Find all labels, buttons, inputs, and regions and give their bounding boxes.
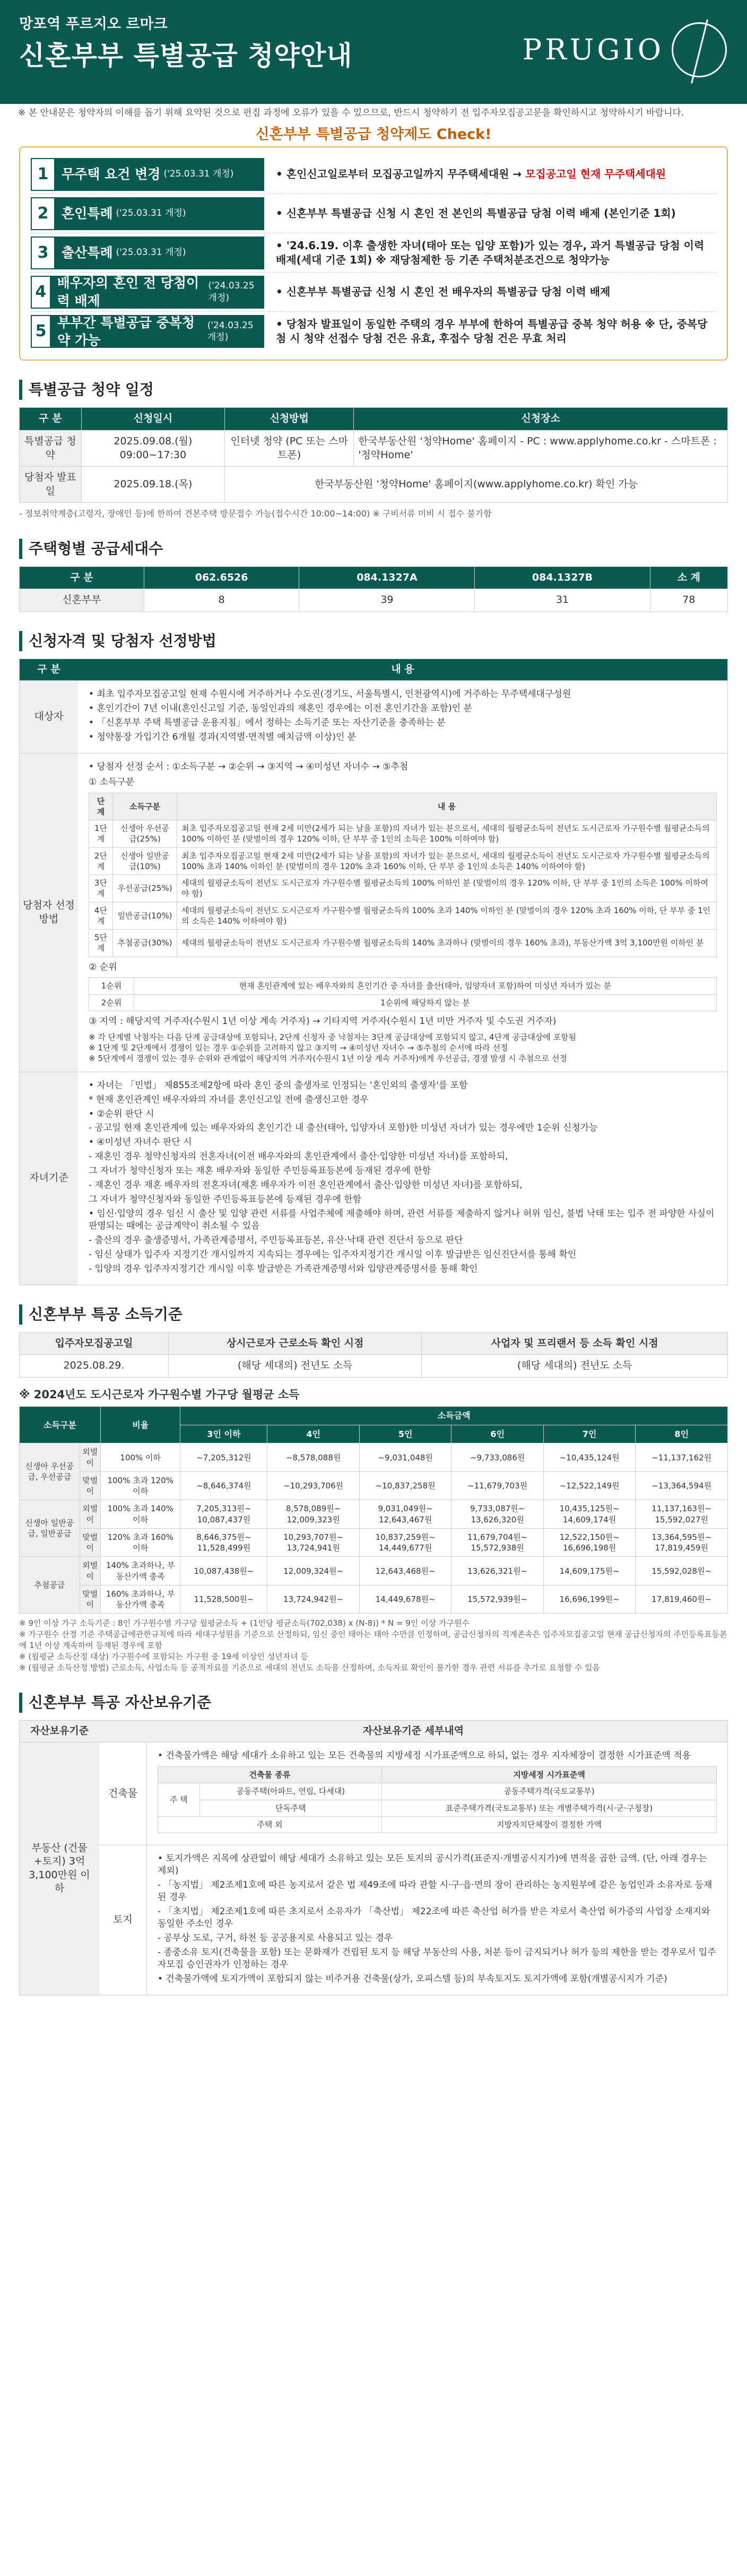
table-row [89, 902, 717, 930]
check-desc: • 신혼부부 특별공급 신청 시 혼인 전 배우자의 특별공급 당첨 이력 배제 [276, 285, 611, 299]
table-row [20, 1471, 728, 1500]
th: 062.6526 [144, 566, 299, 589]
table-row [20, 467, 728, 503]
asset-head [20, 1721, 727, 1742]
check-num: 2 [31, 197, 55, 230]
th: 7인 [543, 1425, 636, 1443]
cell: 11,679,704원~ 15,572,938원 [451, 1528, 544, 1557]
schedule-table [19, 407, 728, 503]
cell: 공동주택(아파트, 연립, 다세대) [199, 1783, 381, 1800]
list-item: - 공부상 도로, 구거, 하천 등 공공용지로 사용되고 있는 경우 [158, 1932, 393, 1943]
th: 3인 이하 [180, 1425, 267, 1443]
income-notes [19, 1618, 728, 1673]
th: 소 계 [650, 566, 727, 589]
logo-mark-icon [672, 22, 727, 77]
cell: 신생아 일반공급, 일반공급 [20, 1500, 80, 1557]
cell: 한국부동산원 '청약Home' 홈페이지 - PC : www.applyhome.co.kr - 스마트폰 : '청약Home' [354, 430, 728, 466]
cell: 2단계 [89, 847, 113, 875]
income-subtitle: ① 소득구분 [89, 776, 135, 787]
cell: 맞벌이 [80, 1528, 101, 1557]
rank-table [89, 977, 717, 1011]
cell: 10,293,707원~ 13,724,941원 [267, 1528, 360, 1557]
check-label [31, 197, 264, 230]
section-title-asset: 신혼부부 특공 자산보유기준 [19, 1693, 728, 1713]
section-title-supply: 주택형별 공급세대수 [19, 539, 728, 559]
note-item: ※ (월평균 소득산정 방법) 근로소득, 사업소득 등 공적자료를 기준으로 세대의 전년도 소득을 산정하며, 소득자료 확인이 불가한 경우 관련 서류를 추가로 요청할 수 있음 [19, 1663, 601, 1673]
th: 건축물 종류 [158, 1767, 382, 1783]
list-item: - 출산의 경우 출생증명서, 가족관계증명서, 주민등록표등본, 유산·낙태 관련 진단서 등으로 판단 [89, 1234, 463, 1246]
rank-subtitle: ② 순위 [89, 961, 117, 972]
cell: ~11,137,162원 [636, 1443, 728, 1472]
check-num: 3 [31, 236, 55, 269]
complex-name: 망포역 푸르지오 르마크 [19, 16, 168, 32]
th: 소득구분 [20, 1407, 101, 1443]
cell: 12,643,468원~ [359, 1557, 451, 1585]
th: 비율 [101, 1407, 180, 1443]
check-desc-text: • 혼인신고일로부터 모집공고일까지 무주택세대원 → [276, 168, 526, 181]
building-table [158, 1766, 717, 1833]
cell: 10,837,259원~ 14,449,677원 [359, 1528, 451, 1557]
list-item: - 임신 상태가 입주자 지정기간 개시일까지 지속되는 경우에는 입주자지정기간 개시일 이후 발급받은 임신진단서를 통해 확인 [89, 1249, 577, 1260]
note-item: ※ 9인 이상 가구 소득기준 : 8인 가구원수별 가구당 월평균소득 + (1인당 평균소득(702,038) x (N-8)) * N = 9인 이상 가구원수 [19, 1618, 470, 1628]
list-item: • ④미성년 자녀수 판단 시 [89, 1137, 192, 1148]
table-row [20, 1500, 728, 1529]
cell: ~12,522,149원 [543, 1471, 636, 1500]
region-rule: ③ 지역 : 해당지역 거주자(수원시 1년 이상 계속 거주자) → 기타지역 거주자(수원시 1년 미만 거주자 및 수도권 거주자) [89, 1015, 557, 1027]
cell: 3단계 [89, 875, 113, 903]
table-row [20, 1557, 728, 1585]
cell: 세대의 월평균소득이 전년도 도시근로자 가구원수별 월평균소득의 140% 초과하나 (맞벌이의 경우 160% 초과), 부동산가액 3억 3,100만원 이하인 분 [177, 930, 717, 957]
th: 소득구분 [112, 793, 177, 820]
th: 신청방법 [225, 408, 354, 431]
cell: 2025.09.18.(목) [81, 467, 224, 503]
section-title-schedule: 특별공급 청약 일정 [19, 380, 728, 400]
note-item: ※ (월평균 소득산정 대상) 가구원수에 포함되는 가구원 중 19세 이상인 성년자녀 등 [19, 1652, 309, 1662]
cell: 주 택 [158, 1783, 200, 1817]
cell: 2순위 [89, 994, 134, 1011]
note-item: ※ 각 단계별 낙첨자는 다음 단계 공급대상에 포함되나, 2단계 신청자 중 낙첨자는 3단계 공급대상에 포함되지 않고, 4단계 공급대상에 포함됨 [89, 1032, 577, 1042]
th: 사업자 및 프리랜서 등 소득 확인 시점 [422, 1332, 728, 1355]
cell: 현재 혼인관계에 있는 배우자와의 혼인기간 중 자녀를 출산(태아, 입양자녀 포함)하여 미성년 자녀가 있는 분 [134, 978, 716, 994]
list-item: - 「초지법」 제2조제1호에 따른 초지로서 소유자가 「축산법」 제22조에 따른 축산업 허가를 받은 자로서 축산업 허가증의 사업장 소재지와 동일한 주소인 경우 [158, 1906, 710, 1929]
cell: 1단계 [89, 820, 113, 848]
cell: 16,696,199원~ [543, 1585, 636, 1614]
cell: 주택 외 [158, 1816, 382, 1833]
method-head [20, 659, 727, 680]
cell: 한국부동산원 '청약Home' 홈페이지(www.applyhome.co.kr) 확인 가능 [225, 467, 728, 503]
table-row [89, 875, 717, 903]
th: 4인 [267, 1425, 360, 1443]
income-check-table [19, 1332, 728, 1378]
list-item: • 건축물가액에 토지가액이 포함되지 않는 비주거용 건축물(상가, 오피스텔 등)의 부속토지도 토지가액에 포함(개별공시지가 기준) [158, 1973, 667, 1984]
cell: 12,522,150원~ 16,696,198원 [543, 1528, 636, 1557]
list-item: • 혼인기간이 7년 이내(혼인신고일 기준, 동일인과의 재혼인 경우에는 이전 혼인기간을 포함)인 분 [89, 703, 472, 714]
list-item: * 현재 혼인관계인 배우자와의 자녀를 혼인신고일 전에 출생신고한 경우 [89, 1094, 369, 1105]
row-label: 토지 [99, 1845, 147, 1994]
check-label [31, 158, 264, 191]
cell: 120% 초과 160% 이하 [101, 1528, 180, 1557]
th: 소득금액 [180, 1407, 728, 1425]
cell: ~8,646,374원 [180, 1471, 267, 1500]
th: 자산보유기준 세부내역 [362, 1725, 464, 1737]
cell: 공동주택가격(국토교통부) [382, 1783, 717, 1800]
cell: 신생아 우선공급, 우선공급 [20, 1443, 80, 1500]
note-item: ※ 5단계에서 경쟁이 있는 경우 순위와 관계없이 해당지역 거주자(수원시 1년 이상 계속 거주자)에게 우선공급, 경쟁 발생 시 추첨으로 선정 [89, 1054, 567, 1064]
cell: 지방자치단체장이 결정한 가액 [382, 1816, 717, 1833]
asset-row-building [99, 1742, 727, 1845]
asset-detail [99, 1742, 727, 1994]
table-row [20, 1585, 728, 1614]
check-box [19, 146, 728, 361]
cell: 10,435,125원~ 14,609,174원 [543, 1500, 636, 1529]
check-label-text: 무주택 요건 변경 [62, 167, 161, 182]
check-label [31, 315, 264, 348]
list-item: - 입양의 경우 입주자지정기간 개시일 이후 발급받은 가족관계증명서와 입양관계증명서를 통해 확인 [89, 1263, 478, 1274]
th: 084.1327B [475, 566, 650, 589]
list-item: 그 자녀가 청약신청자 또는 재혼 배우자와 동일한 주민등록표등본에 등재된 경우에 한함 [89, 1166, 431, 1177]
check-date: ('25.03.31 개정) [116, 247, 186, 258]
cell: ~10,837,258원 [359, 1471, 451, 1500]
cell: 11,528,500원~ [180, 1585, 267, 1614]
building-desc: • 건축물가액은 해당 세대가 소유하고 있는 모든 건축물의 지방세정 시가표준액으로 하되, 없는 경우 지자체장이 결정한 시가표준액 적용 [158, 1750, 691, 1762]
cell: 1순위 [89, 978, 134, 994]
th: 6인 [451, 1425, 544, 1443]
cell: 8 [144, 589, 299, 612]
table-row [89, 994, 717, 1011]
cell: (해당 세대의) 전년도 소득 [422, 1355, 728, 1378]
th: 084.1327A [299, 566, 475, 589]
th: 내 용 [177, 793, 717, 820]
check-label-text: 배우자의 혼인 전 당첨이력 배제 [57, 275, 199, 309]
cell: 78 [650, 589, 727, 612]
cell: 9,733,087원~ 13,626,320원 [451, 1500, 544, 1529]
list-item: • 자녀는 「민법」 제855조제2항에 따라 혼인 중의 출생자로 인정되는 '혼인외의 출생자'를 포함 [89, 1080, 468, 1091]
check-num: 1 [31, 158, 55, 191]
cell: 5단계 [89, 930, 113, 957]
cell: 11,137,163원~ 15,592,027원 [636, 1500, 728, 1529]
income-table-title: ※ 2024년도 도시근로자 가구원수별 가구당 월평균 소득 [19, 1388, 300, 1401]
cell: 최초 입주자모집공고일 현재 2세 미만(2세가 되는 날을 포함)의 자녀가 있는 분으로서, 세대의 월평균소득이 전년도 도시근로자 가구원수별 월평균소득의 100% 초과 140% 이하인 분 (맞벌이의 경우 120% 초과 160% 이하, 단 부부 중 1인의 소득은 140% 이하여야 함) [177, 847, 717, 875]
check-label-text: 부부간 특별공급 중복청약 가능 [57, 314, 195, 348]
cell: 특별공급 청약 [20, 430, 82, 466]
list-item: • 임신·입양의 경우 임신 시 출산 및 입양 관련 서류를 사업주체에 제출해야 하며, 관련 서류를 제출하지 않거나 허위 임신, 불법 낙태 또는 입주 전 파양한 사실이 판명되는 때에는 공급계약이 취소될 수 있음 [89, 1208, 715, 1232]
th: 구 분 [20, 408, 82, 431]
income-step-table [89, 793, 717, 957]
asset-limit: 부동산 (건물+토지) 3억3,100만원 이하 [20, 1742, 99, 1994]
land-list [147, 1845, 727, 1994]
list-item: • 토지가액은 지목에 상관없이 해당 세대가 소유하고 있는 모든 토지의 공시가격(표준지·개별공시지가)에 면적을 곱한 금액. (단, 아래 경우는 제외) [158, 1853, 707, 1877]
check-label [31, 236, 264, 269]
check-desc [264, 167, 716, 181]
cell: 100% 초과 120% 이하 [101, 1471, 180, 1500]
th: 신청일시 [81, 408, 224, 431]
cell: 17,819,460원~ [636, 1585, 728, 1614]
check-num: 4 [31, 276, 51, 309]
cell: ~10,435,124원 [543, 1443, 636, 1472]
table-row [89, 978, 717, 994]
cell: 39 [299, 589, 475, 612]
select-content [78, 753, 727, 1072]
table-row [158, 1800, 717, 1816]
cell: 7,205,313원~ 10,087,437원 [180, 1500, 267, 1529]
th: 신청장소 [354, 408, 728, 431]
check-desc: • 당첨자 발표일이 동일한 주택의 경우 부부에 한하여 특별공급 중복 청약 허용 ※ 단, 중복당첨 시 청약 선접수 당첨 건은 유효, 후접수 당첨 건은 무효 처리 [276, 318, 708, 345]
th: 5인 [359, 1425, 451, 1443]
th: 상시근로자 근로소득 확인 시점 [169, 1332, 422, 1355]
cell: 표준주택가격(국토교통부) 또는 개별주택가격(시·군·구청장) [382, 1800, 717, 1816]
check-row [31, 194, 716, 233]
check-label [31, 276, 264, 309]
schedule-note: - 정보취약계층(고령자, 장애인 등)에 한하여 견본주택 방문접수 가능(접수시간 10:00~14:00) ※ 구비서류 미비 시 접수 불가함 [19, 509, 492, 519]
asset-body [20, 1742, 727, 1994]
cell: 15,572,939원~ [451, 1585, 544, 1614]
list-item: 그 자녀가 청약신청자와 동일한 주민등록표등본에 등재된 경우에 한함 [89, 1194, 362, 1205]
cell: 맞벌이 [80, 1471, 101, 1500]
check-label-text: 출산특례 [62, 245, 113, 261]
cell: 14,609,175원~ [543, 1557, 636, 1585]
hero-header [0, 0, 747, 104]
check-row [31, 273, 716, 312]
cell: 13,724,942원~ [267, 1585, 360, 1614]
th: 내 용 [391, 663, 414, 676]
brand-logo [523, 22, 727, 77]
cell: 세대의 월평균소득이 전년도 도시근로자 가구원수별 월평균소득의 100% 초과 140% 이하인 분 (맞벌이의 경우 120% 초과 160% 이하, 단 부부 중 1인의 소득은 140% 이하여야 함) [177, 902, 717, 930]
cell: 추첨공급 [20, 1557, 80, 1614]
th: 8인 [636, 1425, 728, 1443]
cell: 외벌이 [80, 1557, 101, 1585]
section-title-method: 신청자격 및 당첨자 선정방법 [19, 631, 728, 651]
cell: 10,087,438원~ [180, 1557, 267, 1585]
check-date: ('25.03.31 개정) [116, 208, 186, 219]
check-num: 5 [31, 315, 51, 348]
check-row [31, 312, 716, 351]
th: 단계 [89, 793, 113, 820]
cell: 31 [475, 589, 650, 612]
check-date: ('24.03.25 개정) [208, 281, 255, 303]
list-item: - 재혼인 경우 청약신청자의 전혼자녀(이전 배우자와의 혼인관계에서 출산·입양한 미성년 자녀)를 포함하되, [89, 1151, 508, 1162]
cell: ~7,205,312원 [180, 1443, 267, 1472]
method-row-select [20, 753, 727, 1072]
th: 자산보유기준 [30, 1725, 89, 1737]
cell: 15,592,028원~ [636, 1557, 728, 1585]
cell: 세대의 월평균소득이 전년도 도시근로자 가구원수별 월평균소득의 100% 이하인 분 (맞벌이의 경우 120% 이하, 단 부부 중 1인의 소득은 100% 이하여야 함) [177, 875, 717, 903]
note-item: ※ 가구원수 산정 기준 주택공급에관한규칙에 따라 세대구성원을 기준으로 산정하되, 임신 중인 태아는 태아 수만큼 인정하며, 공급신청자의 직계존속은 입주자모집공고일 현재 공급신청자의 주민등록표등본에 1년 이상 계속하여 등재된 경우에 포함 [19, 1629, 727, 1651]
method-box [19, 659, 728, 1285]
cell: 140% 초과하나, 부동산가액 충족 [101, 1557, 180, 1585]
list-item: - 「농지법」 제2조제1호에 따른 농지로서 같은 법 제49조에 따라 관할 시·구·읍·면의 장이 관리하는 농지원부에 같은 농업인과 소유자로 등재된 경우 [158, 1880, 713, 1903]
row-label: 건축물 [99, 1742, 147, 1845]
cell: 외벌이 [80, 1500, 101, 1529]
asset-box [19, 1720, 728, 1995]
cell: 최초 입주자모집공고일 현재 2세 미만(2세가 되는 날을 포함)의 자녀가 있는 분으로서, 세대의 월평균소득이 전년도 도시근로자 가구원수별 월평균소득의 100% 이하인 분 (맞벌이의 경우 120% 이하, 단 부부 중 1인의 소득은 100% 이하여야 함) [177, 820, 717, 848]
cell: 12,009,324원~ [267, 1557, 360, 1585]
cell: 9,031,049원~ 12,643,467원 [359, 1500, 451, 1529]
cell: ~8,578,088원 [267, 1443, 360, 1472]
th: 지방세정 시가표준액 [382, 1767, 717, 1783]
section-title-income: 신혼부부 특공 소득기준 [19, 1304, 728, 1325]
cell: 160% 초과하나, 부동산가액 충족 [101, 1585, 180, 1614]
table-row [89, 930, 717, 957]
table-row [20, 1443, 728, 1472]
cell: 2025.08.29. [20, 1355, 169, 1378]
cell: 14,449,678원~ [359, 1585, 451, 1614]
th: 구 분 [37, 663, 60, 676]
note-item: ※ 1단계 및 2단계에서 경쟁이 있는 경우 ①순위를 고려하지 않고 ③지역 → ④미성년 자녀수 → ⑤추첨의 순서에 따라 선정 [89, 1043, 508, 1053]
table-row [20, 1355, 728, 1378]
cell: 단독주택 [199, 1800, 381, 1816]
cell: 100% 초과 140% 이하 [101, 1500, 180, 1529]
list-item: • 최초 입주자모집공고일 현재 수원시에 거주하거나 수도권(경기도, 서울특별시, 인천광역시)에 거주하는 무주택세대구성원 [89, 688, 571, 699]
select-intro: • 당첨자 선정 순서 : ①소득구분 → ②순위 → ③지역 → ④미성년 자녀수 → ⑤추첨 [89, 761, 409, 772]
check-title: 신혼부부 특별공급 청약제도 Check! [255, 126, 492, 143]
cell: 당첨자 발표일 [20, 467, 82, 503]
cell: 13,626,321원~ [451, 1557, 544, 1585]
list-item: - 종중소유 토지(건축물을 포함) 또는 문화재가 건립된 토지 등 해당 부동산의 사용, 처분 등이 금지되거나 허가 등의 제한을 받는 경우로서 입주자모집 승인권자가 인정하는 경우 [158, 1947, 716, 1970]
row-label: 대상자 [20, 681, 78, 753]
list-item: - 재혼인 경우 재혼 배우자의 전혼자녀(재혼 배우자가 이전 혼인관계에서 출산·입양한 미성년 자녀)를 포함하되, [89, 1180, 523, 1191]
cell: ~9,733,086원 [451, 1443, 544, 1472]
income-amount-table [19, 1406, 728, 1614]
cell: 1순위에 해당하지 않는 분 [134, 994, 716, 1011]
target-list [78, 681, 727, 753]
cell: 신생아 일반공급(10%) [112, 847, 177, 875]
intro-notice: ※ 본 안내문은 청약자의 이해를 돕기 위해 요약된 것으로 편집 과정에 오류가 있을 수 있으므로, 반드시 청약하기 전 입주자모집공고문을 확인하시고 청약하시기 바랍니다. [18, 108, 684, 118]
building-content [147, 1742, 727, 1845]
list-item: - 공고일 현재 혼인관계에 있는 배우자와의 혼인기간 내 출산(태아, 입양자녀 포함)한 미성년 자녀가 있는 경우에만 1순위 신청가능 [89, 1123, 598, 1134]
cell: 8,578,089원~ 12,009,323원 [267, 1500, 360, 1529]
supply-table [19, 566, 728, 612]
method-row-child [20, 1072, 727, 1285]
cell: 13,364,595원~ 17,819,459원 [636, 1528, 728, 1557]
check-date: ('25.03.31 개정) [163, 169, 234, 180]
method-row-target [20, 680, 727, 753]
cell: 추첨공급(30%) [112, 930, 177, 957]
check-date: ('24.03.25 개정) [207, 320, 254, 343]
child-list [78, 1072, 727, 1285]
cell: 2025.09.08.(월) 09:00~17:30 [81, 430, 224, 466]
check-row [31, 233, 716, 273]
method-notes [89, 1032, 717, 1064]
check-desc-highlight: 모집공고일 현재 무주택세대원 [525, 168, 666, 181]
asset-row-land [99, 1845, 727, 1994]
cell: ~10,293,706원 [267, 1471, 360, 1500]
cell: 4단계 [89, 902, 113, 930]
table-row [89, 820, 717, 848]
cell: 신생아 우선공급(25%) [112, 820, 177, 848]
table-row [89, 847, 717, 875]
cell: 8,646,375원~ 11,528,499원 [180, 1528, 267, 1557]
check-row [31, 155, 716, 194]
cell: 100% 이하 [101, 1443, 180, 1472]
table-row [20, 430, 728, 466]
cell: 우선공급(25%) [112, 875, 177, 903]
logo-word: PRUGIO [522, 32, 664, 66]
check-desc: • '24.6.19. 이후 출생한 자녀(태아 또는 입양 포함)가 있는 경우, 과거 특별공급 당첨 이력 배제(세대 기준 1회) ※ 재당첨제한 등 기존 주택처분조건으로 청약가능 [276, 239, 705, 266]
list-item: • 「신혼부부 주택 특별공급 운용지침」에서 정하는 소득기준 또는 자산기준을 충족하는 분 [89, 717, 446, 728]
cell: 외벌이 [80, 1443, 101, 1472]
table-row [158, 1816, 717, 1833]
list-item: • 청약통장 가입기간 6개월 경과(지역별·면적별 예치금액 이상)인 분 [89, 731, 357, 742]
cell: 일반공급(10%) [112, 902, 177, 930]
cell: 인터넷 청약 (PC 또는 스마트폰) [225, 430, 354, 466]
row-label: 자녀기준 [20, 1072, 78, 1285]
cell: (해당 세대의) 전년도 소득 [169, 1355, 422, 1378]
cell: 신혼부부 [20, 589, 144, 612]
table-row [20, 1528, 728, 1557]
list-item: • ②순위 판단 시 [89, 1108, 154, 1119]
table-row [158, 1783, 717, 1800]
cell: ~11,679,703원 [451, 1471, 544, 1500]
cell: ~9,031,048원 [359, 1443, 451, 1472]
page-title: 신혼부부 특별공급 청약안내 [19, 40, 353, 72]
table-row [20, 589, 728, 612]
check-label-text: 혼인특례 [62, 206, 113, 222]
th: 구 분 [20, 566, 144, 589]
cell: 맞벌이 [80, 1585, 101, 1614]
th: 입주자모집공고일 [20, 1332, 169, 1355]
check-desc: • 신혼부부 특별공급 신청 시 혼인 전 본인의 특별공급 당첨 이력 배제 (본인기준 1회) [276, 207, 676, 220]
row-label: 당첨자 선정방법 [20, 753, 78, 1072]
cell: ~13,364,594원 [636, 1471, 728, 1500]
